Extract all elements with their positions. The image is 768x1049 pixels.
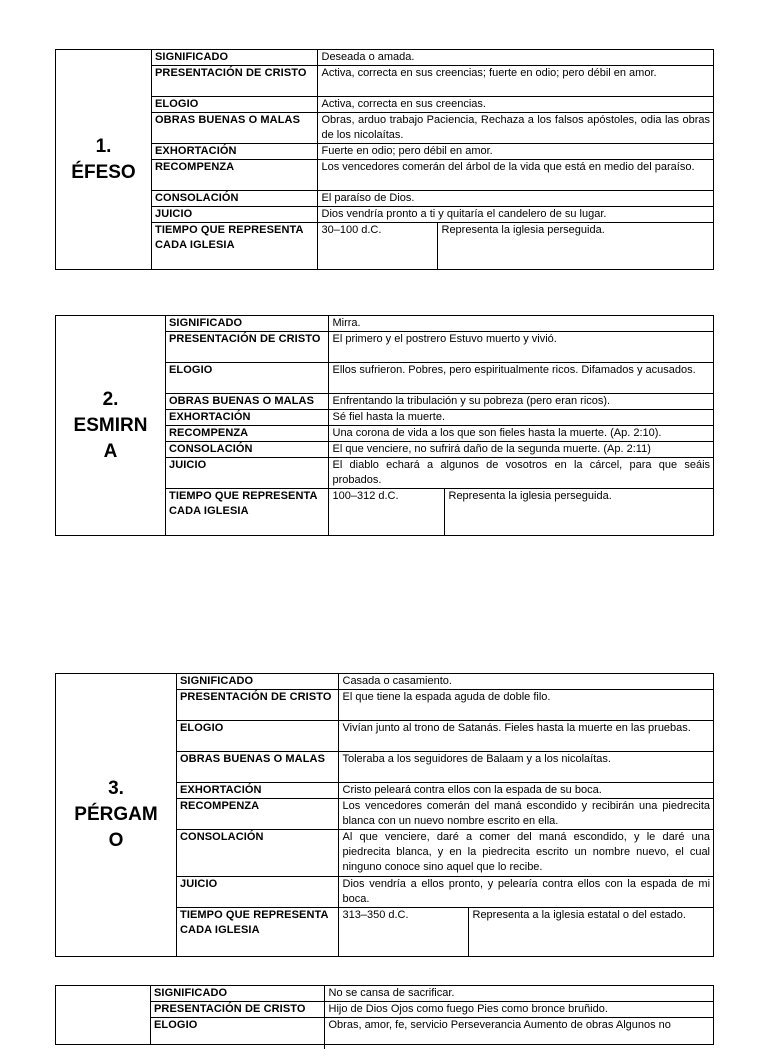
row-label: ELOGIO [151,97,317,113]
row-label: JUICIO [165,458,328,489]
row-label: ELOGIO [165,363,328,394]
table-row [176,721,714,752]
row-label: PRESENTACIÓN DE CRISTO [150,1002,324,1018]
row-label: PRESENTACIÓN DE CRISTO [165,332,328,363]
row-value: Activa, correcta en sus creencias. [317,97,714,113]
row-label: EXHORTACIÓN [165,410,328,426]
table-row [150,986,714,1002]
row-label: CONSOLACIÓN [165,442,328,458]
table-row [151,191,714,207]
time-represents: Representa la iglesia perseguida. [437,223,714,270]
row-value: Una corona de vida a los que son fieles hasta la muerte. (Ap. 2:10). [328,426,714,442]
table-row [176,783,714,799]
church-block-pergamo [55,673,714,957]
row-label: SIGNIFICADO [151,50,317,66]
row-label: ELOGIO [150,1018,324,1049]
row-label: ELOGIO [176,721,338,752]
row-label: OBRAS BUENAS O MALAS [165,394,328,410]
row-value: Los vencedores comerán del maná escondido y recibirán una piedrecita blanca con un nuevo nombre escrito en ella. [338,799,714,830]
table-row-time [165,489,714,536]
time-represents: Representa la iglesia perseguida. [444,489,714,536]
time-period: 100–312 d.C. [328,489,444,536]
time-period: 30–100 d.C. [317,223,437,270]
row-value: Obras, arduo trabajo Paciencia, Rechaza a los falsos apóstoles, odia las obras de los nicolaítas. [317,113,714,144]
church-block-esmirna [55,315,714,536]
row-label: EXHORTACIÓN [151,144,317,160]
row-value: Fuerte en odio; pero débil en amor. [317,144,714,160]
row-value: Deseada o amada. [317,50,714,66]
table-row [165,332,714,363]
table-row [165,426,714,442]
row-label: OBRAS BUENAS O MALAS [151,113,317,144]
row-label: RECOMPENZA [165,426,328,442]
row-value: Vivían junto al trono de Satanás. Fieles hasta la muerte en las pruebas. [338,721,714,752]
church-title: 2. ESMIRN A [56,316,166,535]
table-row [151,207,714,223]
row-label: RECOMPENZA [176,799,338,830]
table-row [151,66,714,97]
table-row [165,458,714,489]
row-label: PRESENTACIÓN DE CRISTO [151,66,317,97]
time-label: TIEMPO QUE REPRESENTA CADA IGLESIA [165,489,328,536]
table-row-time [176,908,714,957]
row-value: El que tiene la espada aguda de doble filo. [338,690,714,721]
row-value: Sé fiel hasta la muerte. [328,410,714,426]
table-row [151,97,714,113]
row-label: JUICIO [151,207,317,223]
table-row [176,799,714,830]
row-value: Cristo peleará contra ellos con la espada de su boca. [338,783,714,799]
church-title: 3. PÉRGAM O [56,674,177,956]
row-value: Obras, amor, fe, servicio Perseverancia Aumento de obras Algunos no [324,1018,714,1049]
table-row [165,394,714,410]
church-block-partial [55,985,714,1045]
time-period: 313–350 d.C. [338,908,468,957]
table-row [150,1002,714,1018]
church-table [176,674,714,956]
table-row [151,50,714,66]
table-row [151,160,714,191]
table-row [176,877,714,908]
row-label: EXHORTACIÓN [176,783,338,799]
row-label: SIGNIFICADO [176,674,338,690]
row-label: PRESENTACIÓN DE CRISTO [176,690,338,721]
time-label: TIEMPO QUE REPRESENTA CADA IGLESIA [151,223,317,270]
row-value: Al que venciere, daré a comer del maná escondido, y le daré una piedrecita blanca, y en la piedrecita escrito un nombre nuevo, el cual ninguno conoce sino aquel que lo recibe. [338,830,714,877]
row-label: OBRAS BUENAS O MALAS [176,752,338,783]
row-label: SIGNIFICADO [165,316,328,332]
row-label: JUICIO [176,877,338,908]
row-value: No se cansa de sacrificar. [324,986,714,1002]
row-value: Ellos sufrieron. Pobres, pero espiritualmente ricos. Difamados y acusados. [328,363,714,394]
row-value: El primero y el postrero Estuvo muerto y vivió. [328,332,714,363]
table-row [151,113,714,144]
row-value: Hijo de Dios Ojos como fuego Pies como bronce bruñido. [324,1002,714,1018]
row-label: RECOMPENZA [151,160,317,191]
church-table [151,50,714,269]
church-table [150,986,714,1049]
row-value: Mirra. [328,316,714,332]
row-label: CONSOLACIÓN [176,830,338,877]
table-row [176,690,714,721]
row-label: CONSOLACIÓN [151,191,317,207]
time-represents: Representa a la iglesia estatal o del estado. [468,908,714,957]
table-row [176,752,714,783]
table-row [176,674,714,690]
church-table [165,316,714,535]
church-title [56,986,151,1044]
row-value: Enfrentando la tribulación y su pobreza (pero eran ricos). [328,394,714,410]
row-label: SIGNIFICADO [150,986,324,1002]
row-value: Toleraba a los seguidores de Balaam y a los nicolaítas. [338,752,714,783]
church-title: 1. ÉFESO [56,50,152,269]
church-block-efeso [55,49,714,270]
table-row [176,830,714,877]
table-row [151,144,714,160]
table-row [165,410,714,426]
row-value: Casada o casamiento. [338,674,714,690]
row-value: Los vencedores comerán del árbol de la vida que está en medio del paraíso. [317,160,714,191]
row-value: Dios vendría pronto a ti y quitaría el candelero de su lugar. [317,207,714,223]
row-value: Activa, correcta en sus creencias; fuerte en odio; pero débil en amor. [317,66,714,97]
row-value: El diablo echará a algunos de vosotros en la cárcel, para que seáis probados. [328,458,714,489]
table-row [165,442,714,458]
row-value: Dios vendría a ellos pronto, y pelearía contra ellos con la espada de mi boca. [338,877,714,908]
row-value: El que venciere, no sufrirá daño de la segunda muerte. (Ap. 2:11) [328,442,714,458]
table-row [165,316,714,332]
time-label: TIEMPO QUE REPRESENTA CADA IGLESIA [176,908,338,957]
table-row-time [151,223,714,270]
table-row [165,363,714,394]
table-row [150,1018,714,1049]
row-value: El paraíso de Dios. [317,191,714,207]
